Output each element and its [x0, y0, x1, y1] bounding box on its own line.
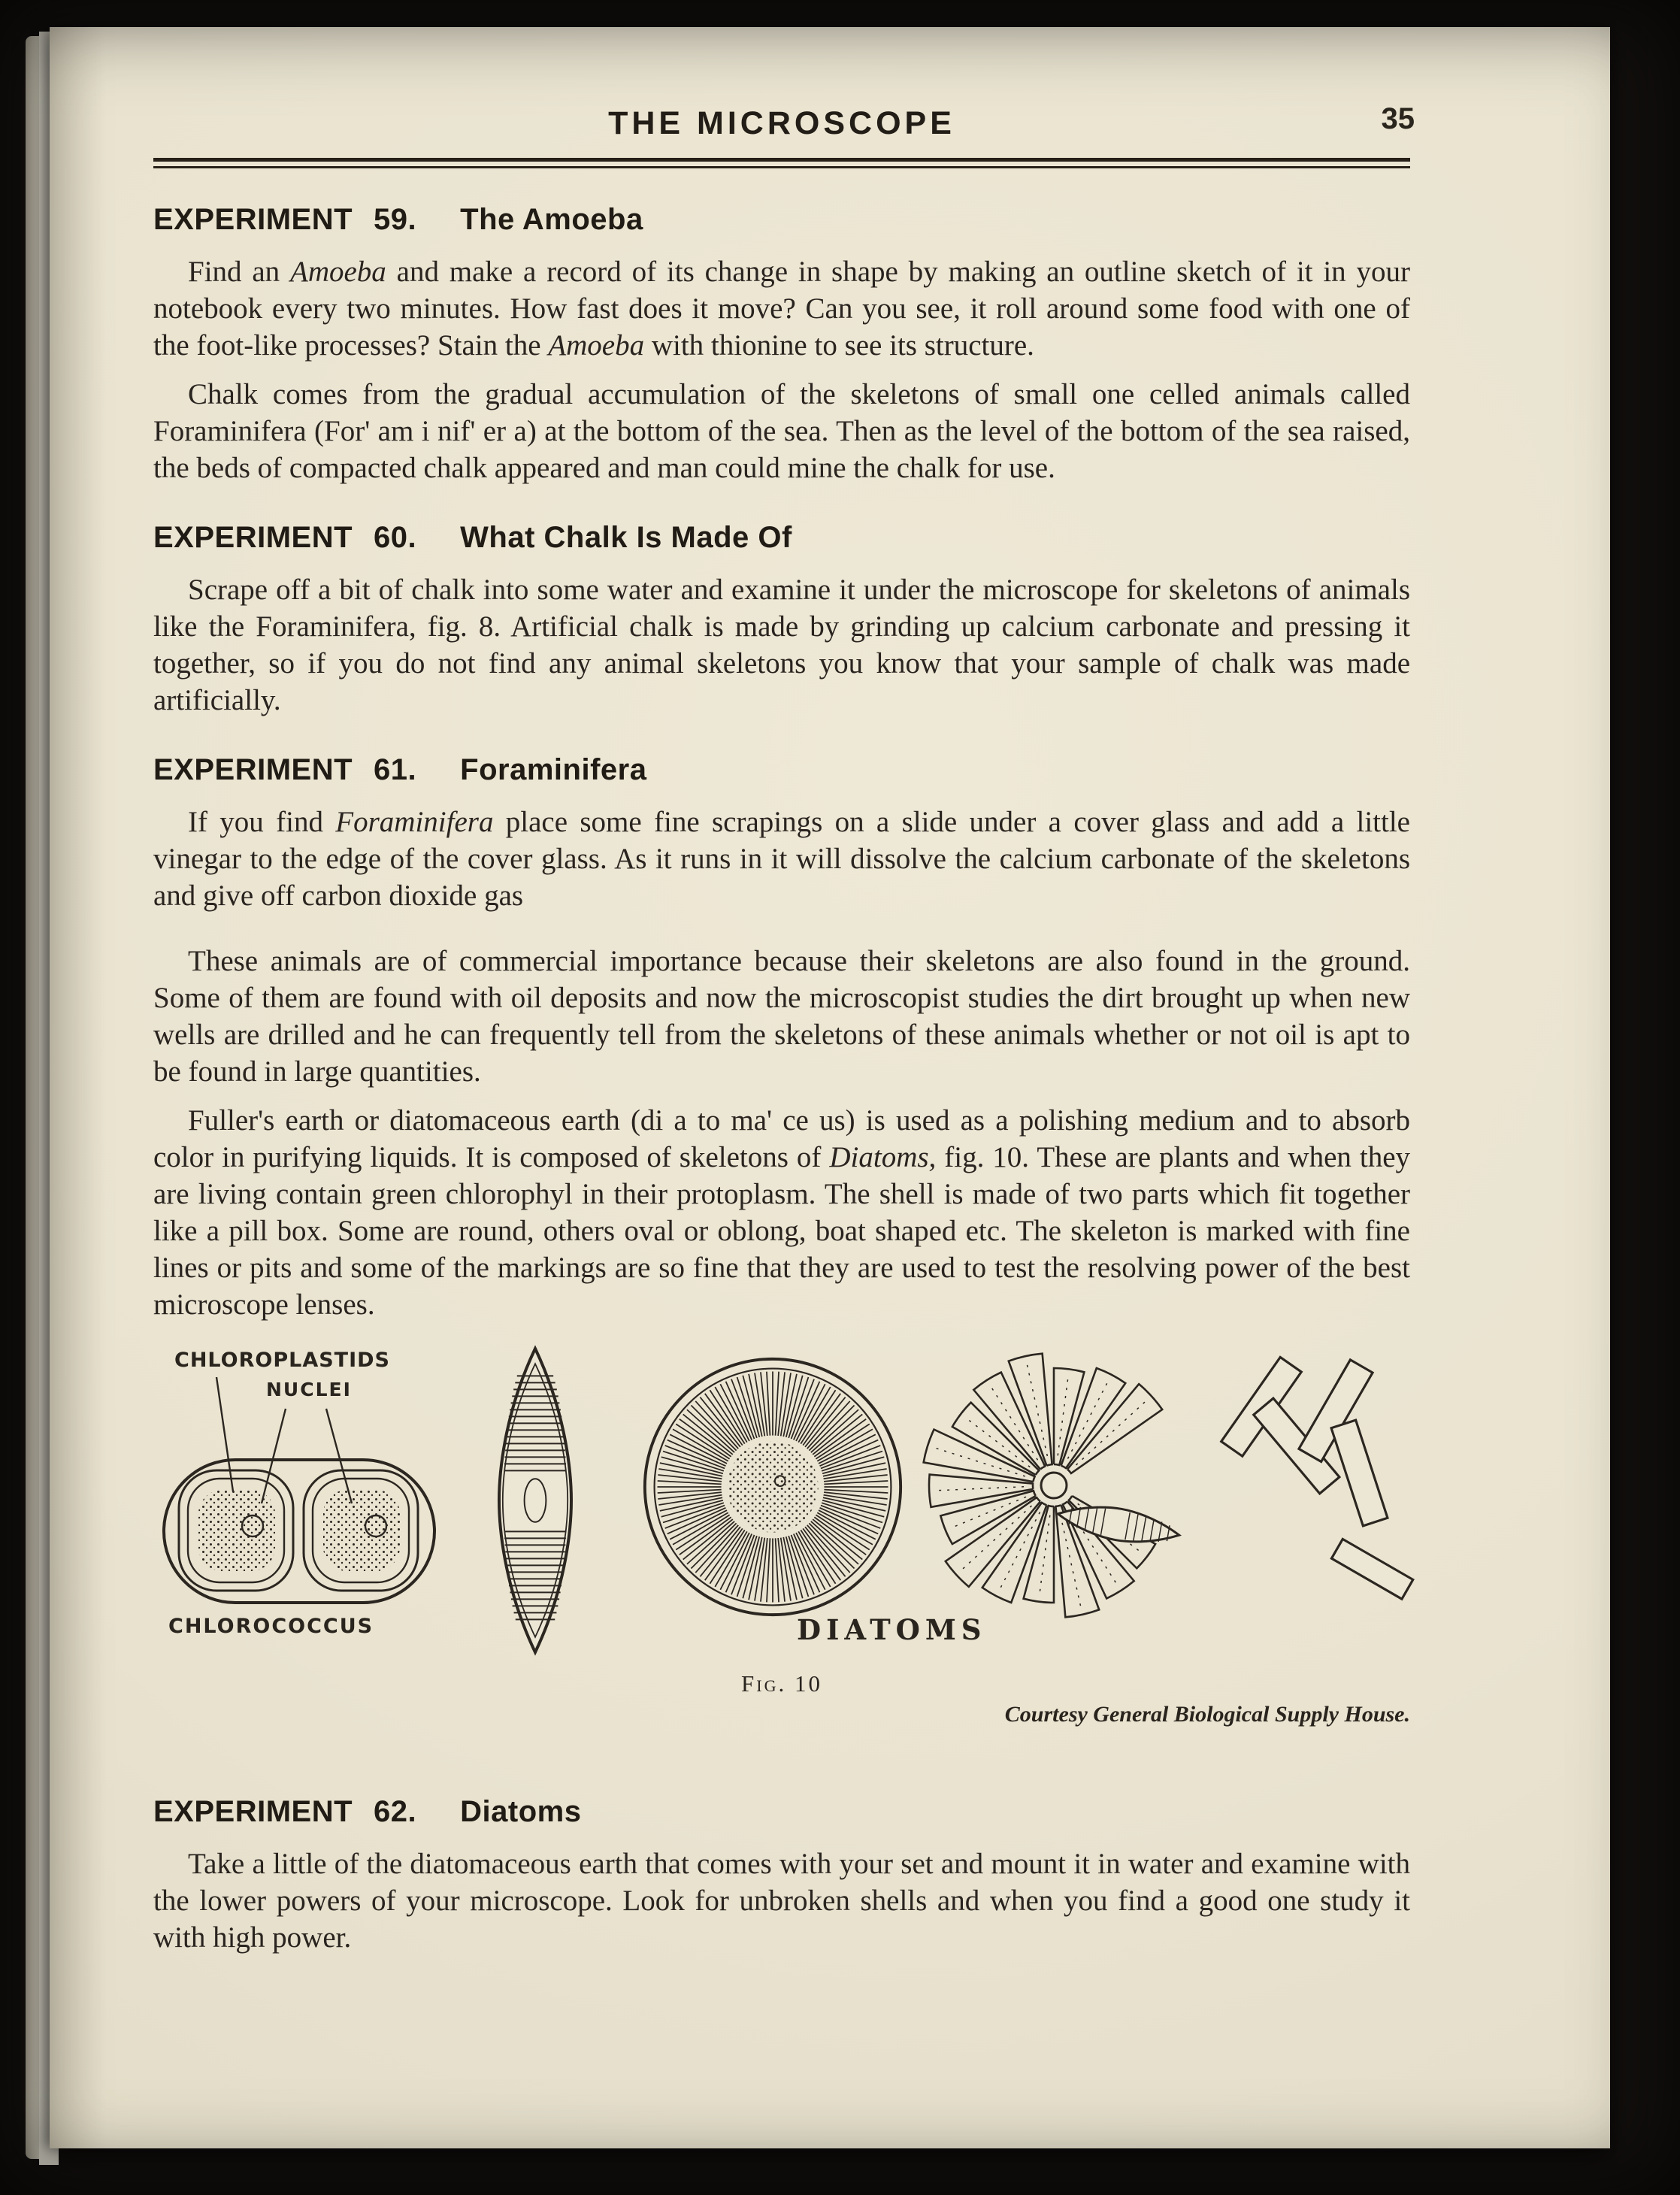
heading-label: EXPERIMENT	[153, 1795, 353, 1828]
page-number: 35	[1381, 102, 1415, 135]
label-chloroplastids: CHLOROPLASTIDS	[174, 1349, 391, 1372]
paragraph: These animals are of commercial importance because their skeletons are also found in the ground. Some of them are found with oil deposits and now the microscopist studies the dirt brought up when new wells are drilled and he can frequently tell from the skeletons of these animals whether or not oil is apt to be found in large quantities.	[153, 945, 1410, 1088]
paragraph: Scrape off a bit of chalk into some water and examine it under the microscope for skeletons of animals like the Foraminifera, fig. 8. Artificial chalk is made by grinding up calcium carbonate and pressing it together, so if you do not find any animal skeletons you know that your sample of chalk was made artificially.	[153, 574, 1410, 716]
section-experiment-59	[153, 203, 1410, 486]
zigzag-diatom-chain-drawing	[1221, 1343, 1410, 1637]
figure-credit: Courtesy General Biological Supply House.	[1004, 1702, 1410, 1727]
heading-number: 59.	[374, 203, 417, 236]
section-experiment-61	[153, 753, 1410, 1323]
heading-label: EXPERIMENT	[153, 521, 353, 554]
running-head: THE MICROSCOPE	[608, 105, 955, 141]
heading-label: EXPERIMENT	[153, 203, 353, 236]
section-body	[153, 571, 1410, 719]
heading-number: 62.	[374, 1795, 417, 1828]
heading-title: Foraminifera	[460, 753, 647, 786]
label-diatoms: DIATOMS	[797, 1613, 987, 1646]
section-experiment-62	[153, 1795, 1410, 1956]
figure-10	[153, 1349, 1410, 1761]
section-body	[153, 804, 1410, 1323]
label-nuclei: NUCLEI	[266, 1379, 352, 1400]
paragraph: If you find Foraminifera place some fine scrapings on a slide under a cover glass and add a little vinegar to the edge of the cover glass. As it runs in it will dissolve the calcium carbonate of the skeletons and give off carbon dioxide gas	[153, 806, 1410, 912]
heading-title: What Chalk Is Made Of	[460, 521, 792, 554]
experiment-62-heading	[153, 1795, 1410, 1829]
page-header	[153, 102, 1415, 152]
section-experiment-60	[153, 521, 1410, 719]
label-chlorococcus: CHLOROCOCCUS	[168, 1615, 374, 1638]
heading-number: 61.	[374, 753, 417, 786]
header-rule	[153, 158, 1410, 168]
round-diatom-drawing	[640, 1355, 905, 1619]
experiment-59-heading	[153, 203, 1410, 237]
section-body	[153, 253, 1410, 486]
paragraph: Find an Amoeba and make a record of its change in shape by making an outline sketch of it in your notebook every two minutes. How fast does it move? Can you see, it roll around some food with one of the foot-like processes? Stain the Amoeba with thionine to see its structure.	[153, 256, 1410, 362]
book-page	[50, 27, 1610, 2148]
heading-label: EXPERIMENT	[153, 753, 353, 786]
heading-title: The Amoeba	[460, 203, 643, 236]
experiment-60-heading	[153, 521, 1410, 555]
boat-diatom-drawing	[478, 1340, 592, 1661]
figure-number: Fig. 10	[741, 1670, 822, 1697]
heading-number: 60.	[374, 521, 417, 554]
paragraph: Chalk comes from the gradual accumulation of the skeletons of small one celled animals called Foraminifera (For' am i nif' er a) at the bottom of the sea. Then as the level of the bottom of the sea raised, the beds of compacted chalk appeared and man could mine the chalk for use.	[153, 378, 1410, 484]
fan-diatom-colony-drawing	[914, 1347, 1201, 1634]
paragraph: Fuller's earth or diatomaceous earth (di a to ma' ce us) is used as a polishing medium and to absorb color in purifying liquids. It is composed of skeletons of Diatoms, fig. 10. These are plants and when they are living contain green chlorophyl in their protoplasm. The shell is made of two parts which fit together like a pill box. Some are round, others oval or oblong, boat shaped etc. The skeleton is marked with fine lines or pits and some of the markings are so fine that they are used to test the resolving power of the best microscope lenses.	[153, 1104, 1411, 1321]
experiment-61-heading	[153, 753, 1410, 787]
paragraph: Take a little of the diatomaceous earth that comes with your set and mount it in water and examine with the lower powers of your microscope. Look for unbroken shells and when you find a good one study it with high power.	[153, 1848, 1410, 1954]
heading-title: Diatoms	[460, 1795, 582, 1828]
section-body	[153, 1845, 1410, 1956]
